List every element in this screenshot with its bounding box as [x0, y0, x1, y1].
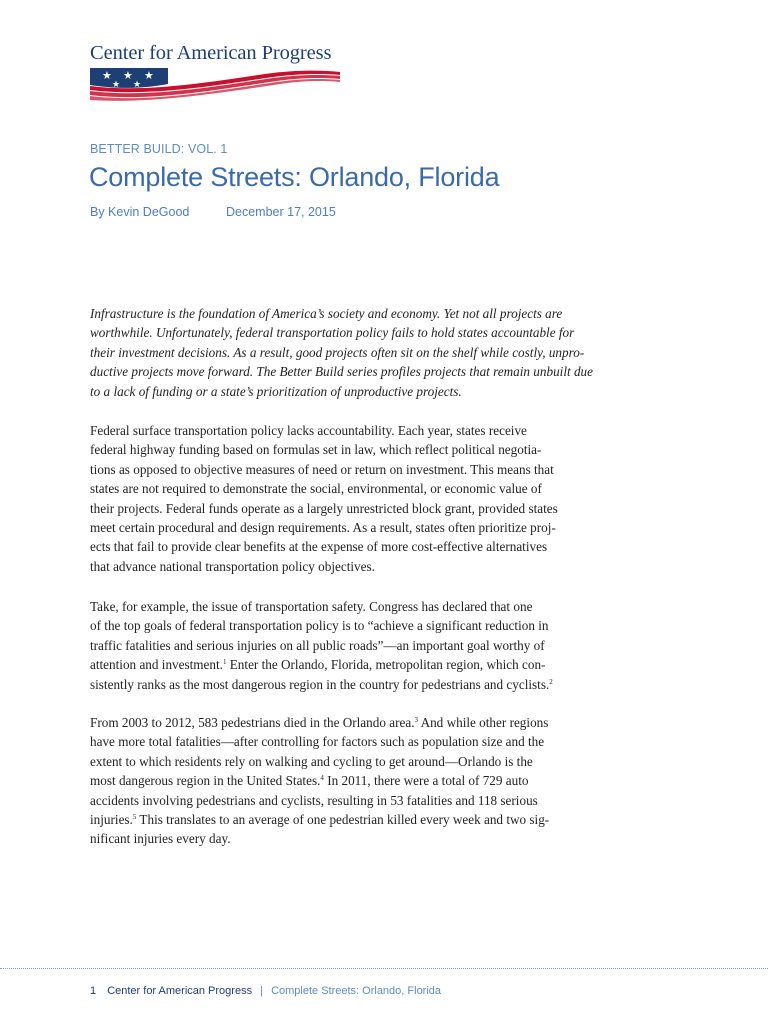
- text-line: ductive projects move forward. The Better Build series profiles projects that remain unbuilt due: [90, 364, 594, 380]
- text-segment: attention and investment.: [90, 657, 223, 673]
- body-paragraph-2: [90, 597, 553, 694]
- series-label: BETTER BUILD: VOL. 1: [90, 142, 228, 156]
- text-line: states are not required to demonstrate the social, environmental, or economic value of: [90, 481, 542, 497]
- text-line: ects that fail to provide clear benefits at the expense of more cost-effective alternatives: [90, 539, 548, 555]
- text-line: nificant injuries every day.: [90, 831, 231, 847]
- text-segment: injuries.: [90, 812, 133, 828]
- svg-text:★: ★: [102, 69, 112, 82]
- text-line: [90, 771, 550, 790]
- svg-text:★: ★: [112, 80, 121, 90]
- svg-text:★: ★: [144, 69, 154, 82]
- text-line: of the top goals of federal transportation policy is to “achieve a significant reduction in: [90, 618, 549, 634]
- page-number: 1: [90, 985, 97, 997]
- text-line: extent to which residents rely on walking and cycling to get around—Orlando is the: [90, 753, 533, 769]
- intro-paragraph: [90, 304, 594, 401]
- text-segment: Enter the Orlando, Florida, metropolitan region, which con-: [226, 657, 546, 673]
- text-line: have more total fatalities—after controlling for factors such as population size and the: [90, 734, 545, 750]
- svg-text:★: ★: [123, 69, 133, 82]
- publish-date: December 17, 2015: [226, 205, 336, 219]
- text-line: Federal surface transportation policy lacks accountability. Each year, states receive: [90, 423, 527, 438]
- author: By Kevin DeGood: [90, 205, 190, 219]
- text-segment: sistently ranks as the most dangerous region in the country for pedestrians and cyclists.: [90, 676, 550, 692]
- text-line: their investment decisions. As a result, good projects often sit on the shelf while costly, unpro-: [90, 344, 585, 360]
- footer-doc-title: Complete Streets: Orlando, Florida: [271, 985, 442, 997]
- footnote-ref-5[interactable]: 5: [132, 813, 137, 822]
- footnote-ref-2[interactable]: 2: [549, 677, 553, 686]
- text-line: to a lack of funding or a state’s prioritization of unproductive projects.: [90, 383, 462, 399]
- logo-text: Center for American Progress: [90, 42, 332, 64]
- body-paragraph-1: [90, 421, 558, 576]
- footer-separator: |: [260, 985, 263, 997]
- text-line: worthwhile. Unfortunately, federal transportation policy fails to hold states accountable for: [90, 325, 575, 341]
- page-title: Complete Streets: Orlando, Florida: [89, 162, 500, 192]
- text-segment: This translates to an average of one pedestrian killed every week and two sig-: [136, 812, 550, 828]
- text-line: their projects. Federal funds operate as a largely unrestricted block grant, provided states: [90, 500, 558, 516]
- text-segment: most dangerous region in the United States.: [90, 773, 321, 789]
- text-line: [90, 810, 550, 829]
- footnote-ref-4[interactable]: 4: [320, 774, 324, 783]
- byline: [90, 205, 336, 219]
- text-line: Infrastructure is the foundation of America’s society and economy. Yet not all projects are: [90, 306, 563, 321]
- footer-divider: [0, 968, 768, 969]
- footnote-ref-3[interactable]: 3: [414, 716, 418, 724]
- flag-swoosh-icon: [90, 66, 340, 102]
- text-line: traffic fatalities and serious injuries on all public roads”—an important goal worthy of: [90, 637, 545, 653]
- footnote-ref-1[interactable]: 1: [222, 658, 227, 667]
- text-segment: From 2003 to 2012, 583 pedestrians died in the Orlando area.: [90, 715, 415, 730]
- footer-org-name: Center for American Progress: [107, 985, 253, 997]
- text-line: Take, for example, the issue of transportation safety. Congress has declared that one: [90, 599, 533, 614]
- page-footer: [90, 985, 441, 997]
- text-line: meet certain procedural and design requirements. As a result, states often prioritize proj-: [90, 520, 556, 536]
- text-segment: In 2011, there were a total of 729 auto: [323, 773, 529, 789]
- text-line: tions as opposed to objective measures of need or return on investment. This means that: [90, 461, 554, 477]
- text-line: [90, 713, 550, 732]
- text-line: [90, 675, 553, 694]
- text-line: accidents involving pedestrians and cyclists, resulting in 53 fatalities and 118 serious: [90, 792, 538, 808]
- text-line: [90, 655, 550, 674]
- cap-logo[interactable]: [90, 42, 350, 104]
- text-line: that advance national transportation policy objectives.: [90, 558, 375, 574]
- text-segment: And while other regions: [418, 715, 549, 730]
- body-paragraph-3: [90, 713, 550, 849]
- svg-text:★: ★: [133, 80, 142, 90]
- text-line: federal highway funding based on formulas set in law, which reflect political negotia-: [90, 442, 542, 458]
